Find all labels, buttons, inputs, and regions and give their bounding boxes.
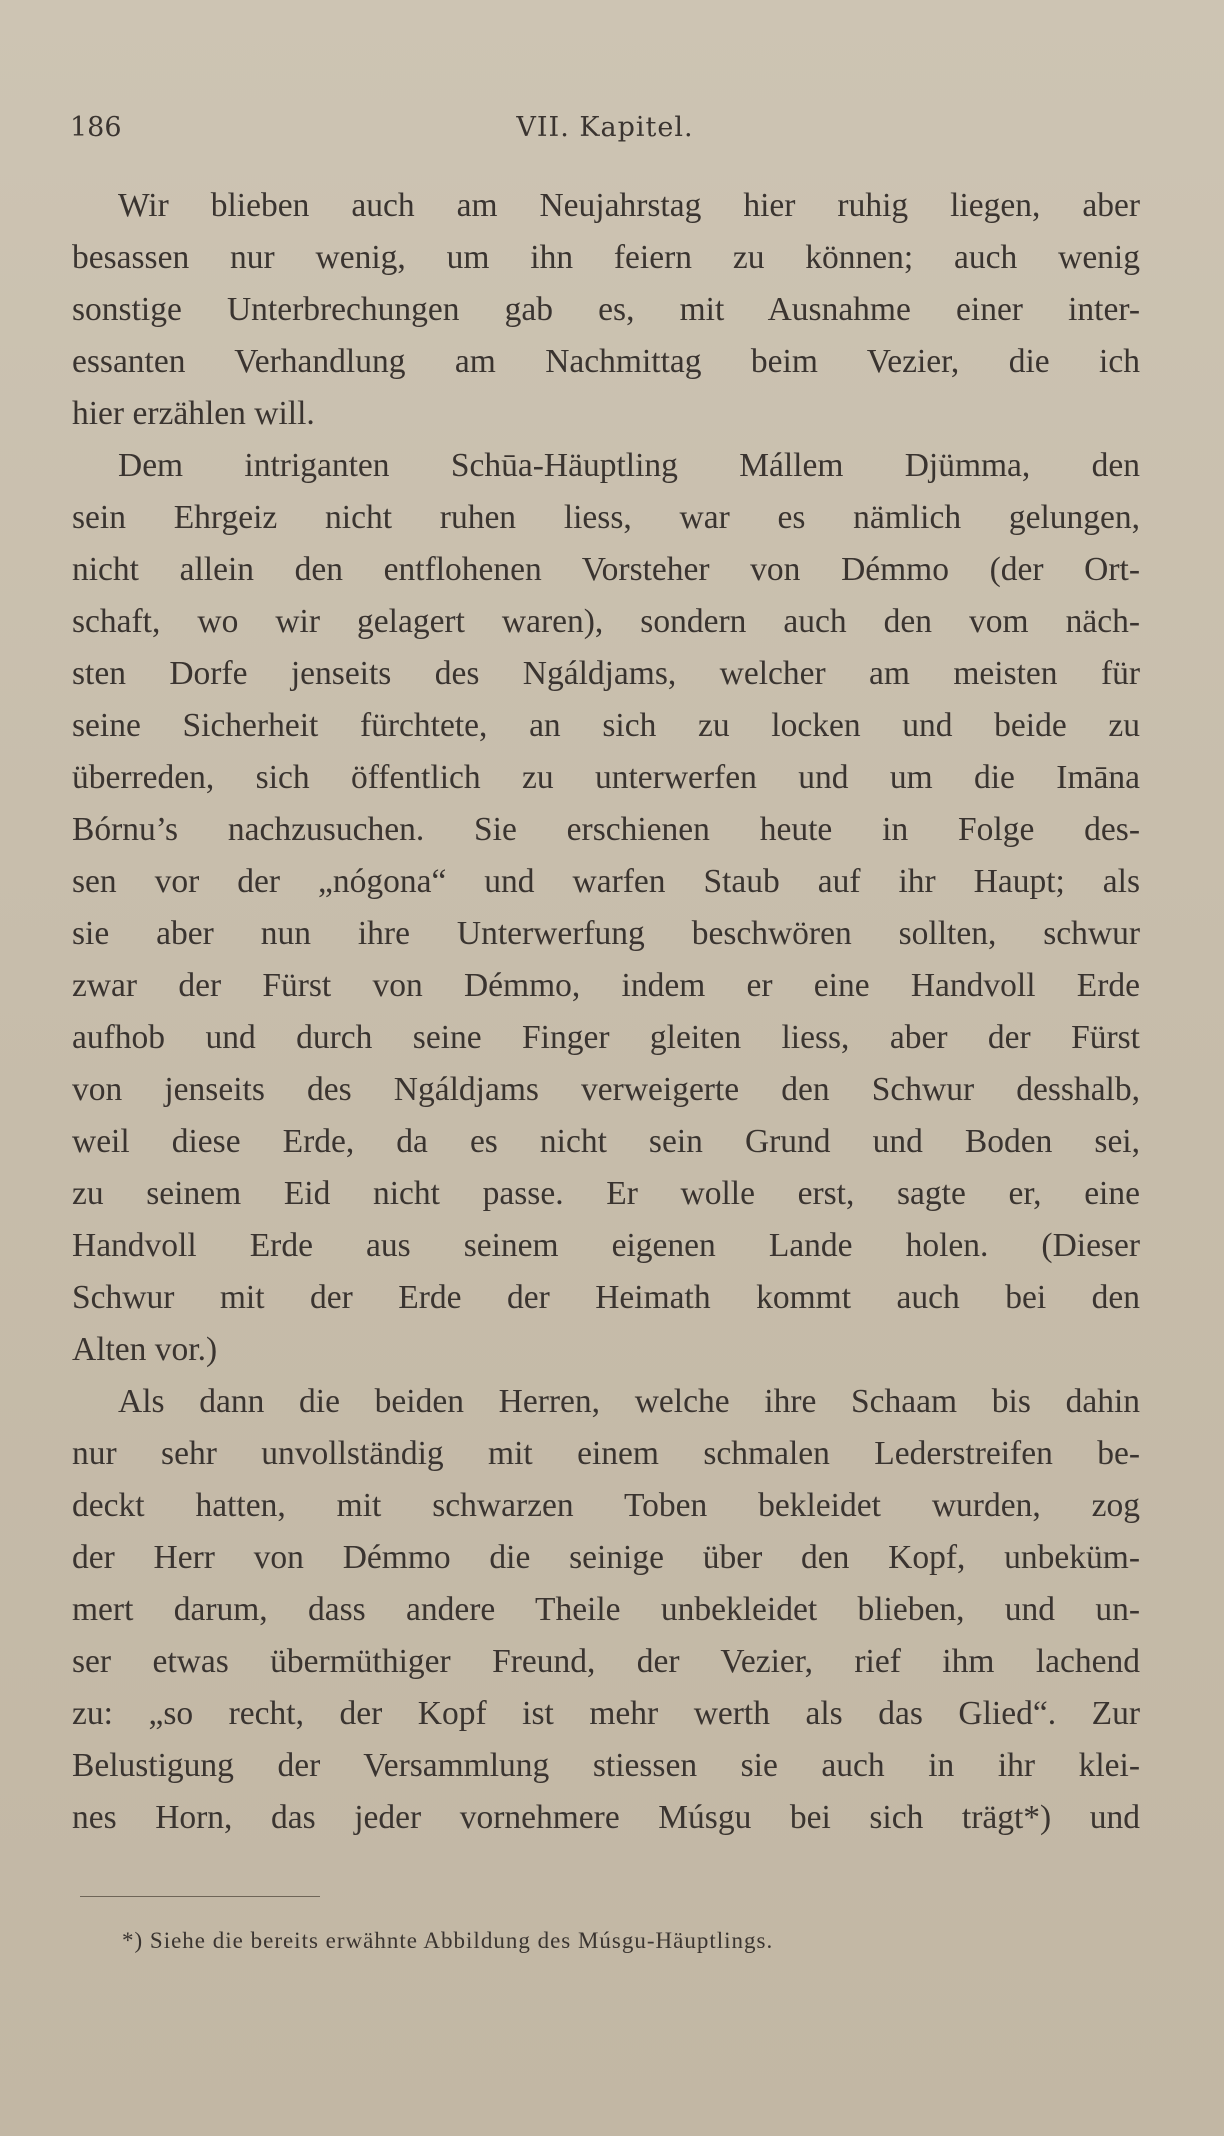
text-line: Bórnu’s nachzusuchen. Sie erschienen heute in Folge des- — [72, 811, 1140, 848]
running-title: VII. Kapitel. — [516, 112, 694, 143]
paragraph-2 — [72, 440, 1140, 1376]
text-line: Belustigung der Versammlung stiessen sie auch in ihr klei- — [72, 1747, 1140, 1784]
footnote: *) Siehe die bereits erwähnte Abbildung des Músgu-Häuptlings. — [122, 1928, 774, 1953]
text-line: aufhob und durch seine Finger gleiten liess, aber der Fürst — [72, 1019, 1140, 1056]
text-line: Wir blieben auch am Neujahrstag hier ruhig liegen, aber — [118, 187, 1140, 224]
text-line: zwar der Fürst von Démmo, indem er eine Handvoll Erde — [72, 967, 1140, 1004]
text-line: sonstige Unterbrechungen gab es, mit Ausnahme einer inter- — [72, 291, 1140, 328]
footnote-divider — [80, 1896, 320, 1897]
text-line: nur sehr unvollständig mit einem schmalen Lederstreifen be- — [72, 1435, 1140, 1472]
text-line: essanten Verhandlung am Nachmittag beim Vezier, die ich — [72, 343, 1140, 380]
text-line: ser etwas übermüthiger Freund, der Vezier, rief ihm lachend — [72, 1643, 1140, 1680]
text-line: hier erzählen will. — [72, 395, 315, 432]
text-line: Als dann die beiden Herren, welche ihre Schaam bis dahin — [118, 1383, 1140, 1420]
text-line: weil diese Erde, da es nicht sein Grund und Boden sei, — [72, 1123, 1140, 1160]
text-line: Schwur mit der Erde der Heimath kommt auch bei den — [72, 1279, 1140, 1316]
text-line: sten Dorfe jenseits des Ngáldjams, welcher am meisten für — [72, 655, 1140, 692]
text-line: zu seinem Eid nicht passe. Er wolle erst, sagte er, eine — [72, 1175, 1140, 1212]
text-line: mert darum, dass andere Theile unbekleidet blieben, und un- — [72, 1591, 1140, 1628]
text-line: nes Horn, das jeder vornehmere Músgu bei sich trägt*) und — [72, 1799, 1140, 1836]
page-number: 186 — [70, 112, 122, 143]
paragraph-3 — [72, 1376, 1140, 1844]
text-line: sie aber nun ihre Unterwerfung beschwören sollten, schwur — [72, 915, 1140, 952]
text-line: seine Sicherheit fürchtete, an sich zu locken und beide zu — [72, 707, 1140, 744]
text-line: sen vor der „nógona“ und warfen Staub auf ihr Haupt; als — [72, 863, 1140, 900]
text-line: überreden, sich öffentlich zu unterwerfen und um die Imāna — [72, 759, 1140, 796]
paragraph-1 — [72, 180, 1140, 440]
text-line: sein Ehrgeiz nicht ruhen liess, war es nämlich gelungen, — [72, 499, 1140, 536]
text-line: Dem intriganten Schūa-Häuptling Mállem Djümma, den — [118, 447, 1140, 484]
text-line: der Herr von Démmo die seinige über den Kopf, unbeküm- — [72, 1539, 1140, 1576]
page-header — [70, 112, 1140, 152]
text-line: deckt hatten, mit schwarzen Toben bekleidet wurden, zog — [72, 1487, 1140, 1524]
text-line: besassen nur wenig, um ihn feiern zu können; auch wenig — [72, 239, 1140, 276]
text-line: von jenseits des Ngáldjams verweigerte den Schwur desshalb, — [72, 1071, 1140, 1108]
text-line: zu: „so recht, der Kopf ist mehr werth als das Glied“. Zur — [72, 1695, 1140, 1732]
text-line: Handvoll Erde aus seinem eigenen Lande holen. (Dieser — [72, 1227, 1140, 1264]
text-line: nicht allein den entflohenen Vorsteher von Démmo (der Ort- — [72, 551, 1140, 588]
body-text — [72, 180, 1140, 1844]
text-line: Alten vor.) — [72, 1331, 218, 1368]
text-line: schaft, wo wir gelagert waren), sondern auch den vom näch- — [72, 603, 1140, 640]
